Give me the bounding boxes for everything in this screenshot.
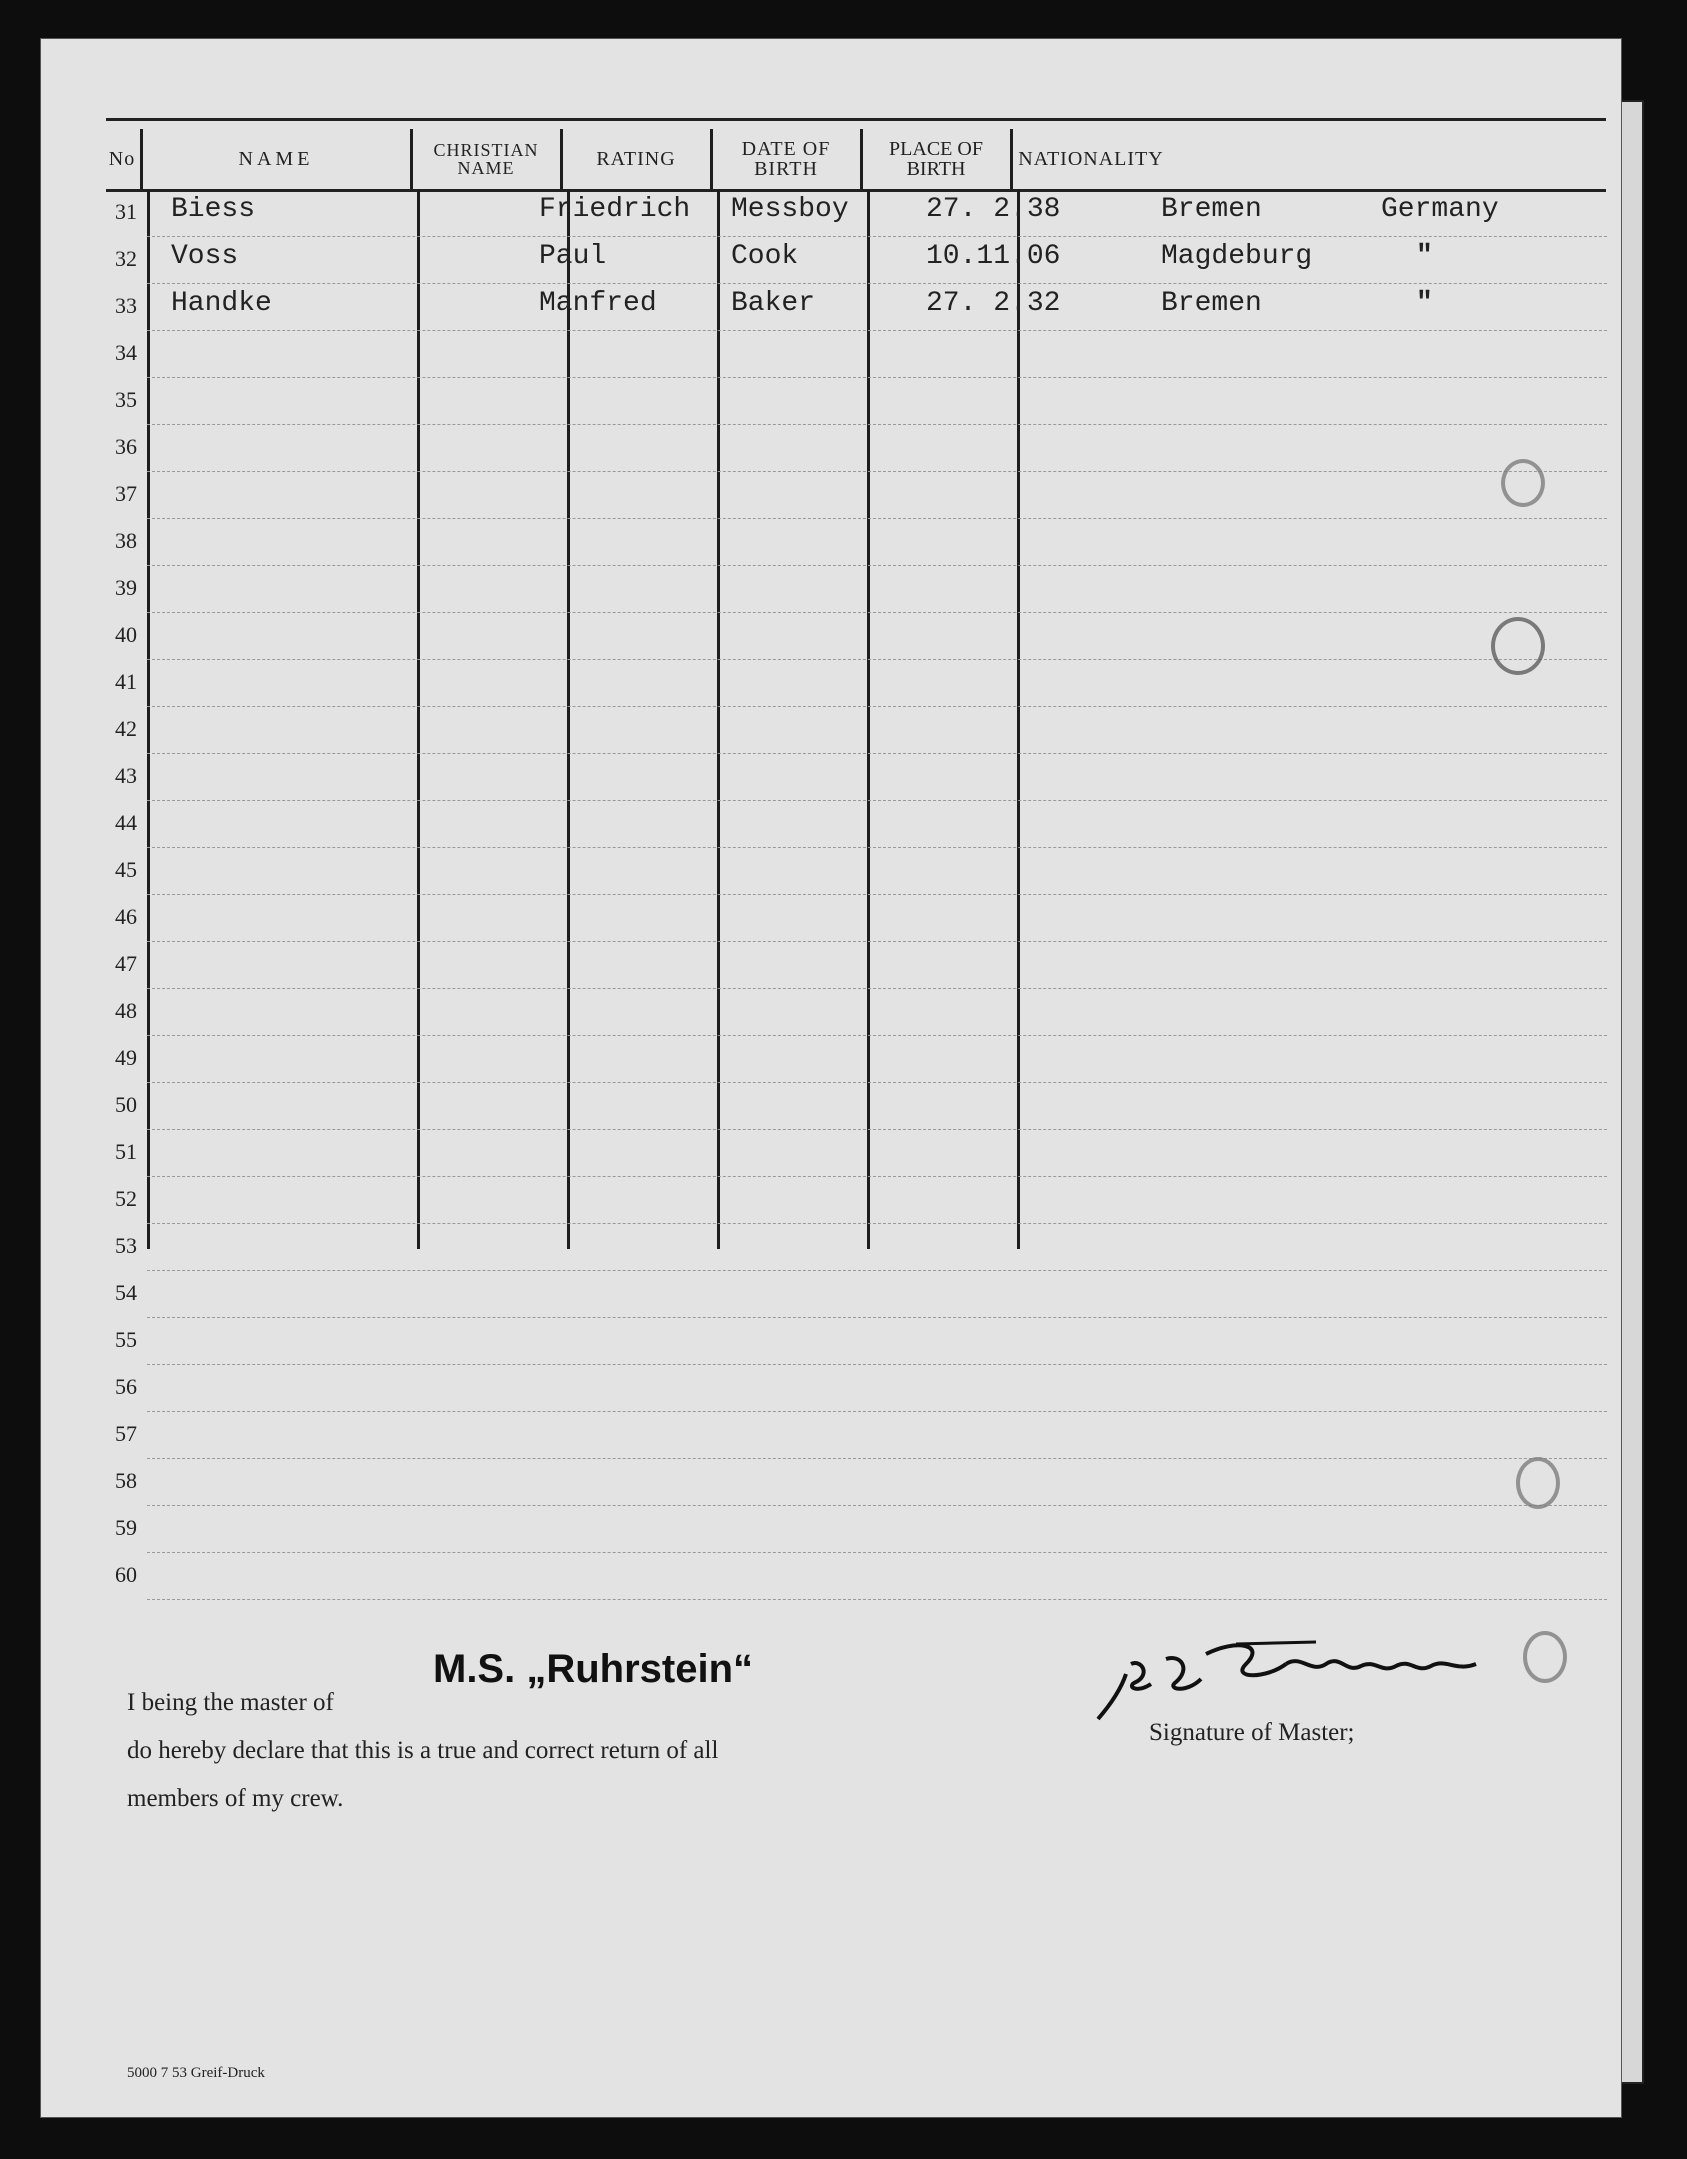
- header-divider: [1010, 129, 1013, 189]
- row-number: 40: [115, 622, 137, 647]
- row-rule: [147, 1223, 1607, 1224]
- header-date-of-birth: DATE OF BIRTH: [741, 138, 831, 180]
- row-rule: [147, 1599, 1607, 1600]
- row-rule: [147, 1317, 1607, 1318]
- crew-list-page: [40, 38, 1622, 2118]
- row-number: 54: [115, 1280, 137, 1305]
- row-number: 48: [115, 998, 137, 1023]
- row-rule: [147, 1411, 1607, 1412]
- stain-mark: [1491, 617, 1545, 675]
- row-rule: [147, 1364, 1607, 1365]
- header-divider: [410, 129, 413, 189]
- header-name: NAME: [238, 148, 314, 170]
- row-rule: [147, 330, 1607, 331]
- cell-nationality: ": [1416, 241, 1433, 272]
- header-christian-name-line2: NAME: [457, 158, 515, 178]
- row-number: 52: [115, 1186, 137, 1211]
- row-rule: [147, 753, 1607, 754]
- header-nationality: NATIONALITY: [1018, 148, 1164, 170]
- row-number: 38: [115, 528, 137, 553]
- row-number: 55: [115, 1327, 137, 1352]
- row-rule: [147, 471, 1607, 472]
- row-number: 37: [115, 481, 137, 506]
- stain-mark: [1523, 1631, 1567, 1683]
- row-number: 31: [115, 199, 137, 224]
- declaration-line-2: do hereby declare that this is a true and correct return of all: [127, 1737, 719, 1764]
- header-divider: [860, 129, 863, 189]
- row-number: 35: [115, 387, 137, 412]
- column-divider: [717, 189, 720, 1249]
- row-rule: [147, 612, 1607, 613]
- printer-mark: 5000 7 53 Greif-Druck: [127, 2065, 265, 2081]
- row-number: 39: [115, 575, 137, 600]
- declaration-line-3: members of my crew.: [127, 1785, 344, 1812]
- header-christian-name: [411, 129, 561, 189]
- cell-place-of-birth: Bremen: [1161, 288, 1262, 319]
- header-divider: [140, 129, 143, 189]
- column-divider: [867, 189, 870, 1249]
- top-rule: [106, 118, 1606, 121]
- cell-nationality: Germany: [1381, 194, 1499, 225]
- cell-name: Voss: [171, 241, 239, 272]
- row-number: 36: [115, 434, 137, 459]
- row-rule: [147, 1458, 1607, 1459]
- row-number: 53: [115, 1233, 137, 1258]
- header-rule: [106, 189, 1606, 192]
- row-rule: [147, 1176, 1607, 1177]
- row-rule: [147, 988, 1607, 989]
- row-number: 33: [115, 293, 137, 318]
- row-number: 45: [115, 857, 137, 882]
- row-number: 59: [115, 1515, 137, 1540]
- row-rule: [147, 236, 1607, 237]
- row-number: 47: [115, 951, 137, 976]
- column-divider: [567, 189, 570, 1249]
- row-number: 58: [115, 1468, 137, 1493]
- row-rule: [147, 283, 1607, 284]
- row-rule: [147, 1035, 1607, 1036]
- header-divider: [560, 129, 563, 189]
- column-divider: [147, 189, 150, 1249]
- signature-label: Signature of Master;: [1149, 1719, 1355, 1746]
- row-rule: [147, 1552, 1607, 1553]
- row-number: 49: [115, 1045, 137, 1070]
- cell-place-of-birth: Magdeburg: [1161, 241, 1313, 272]
- row-number: 32: [115, 246, 137, 271]
- row-rule: [147, 941, 1607, 942]
- master-signature: [1096, 1634, 1536, 1724]
- row-number: 60: [115, 1562, 137, 1587]
- cell-date-of-birth: 27. 2.38: [926, 194, 1061, 225]
- row-rule: [147, 518, 1607, 519]
- row-number: 56: [115, 1374, 137, 1399]
- header-divider: [710, 129, 713, 189]
- row-rule: [147, 1505, 1607, 1506]
- header-christian-name-line1: CHRISTIAN: [433, 140, 539, 160]
- header-place-of-birth: PLACE OF BIRTH: [889, 138, 983, 180]
- cell-date-of-birth: 10.11.06: [926, 241, 1061, 272]
- stain-mark: [1501, 459, 1545, 507]
- header-no: No: [108, 148, 136, 170]
- cell-date-of-birth: 27. 2.32: [926, 288, 1061, 319]
- row-rule: [147, 847, 1607, 848]
- header-rating: RATING: [596, 148, 676, 170]
- row-rule: [147, 1082, 1607, 1083]
- cell-name: Biess: [171, 194, 256, 225]
- row-rule: [147, 1129, 1607, 1130]
- row-rule: [147, 800, 1607, 801]
- row-number: 42: [115, 716, 137, 741]
- row-number: 46: [115, 904, 137, 929]
- row-rule: [147, 894, 1607, 895]
- row-number: 34: [115, 340, 137, 365]
- cell-christian-name: Paul: [539, 241, 607, 272]
- column-divider: [1017, 189, 1020, 1249]
- row-rule: [147, 1270, 1607, 1271]
- cell-rating: Baker: [731, 288, 816, 319]
- row-rule: [147, 377, 1607, 378]
- row-rule: [147, 565, 1607, 566]
- row-number: 44: [115, 810, 137, 835]
- stain-mark: [1516, 1457, 1560, 1509]
- cell-rating: Messboy: [731, 194, 849, 225]
- row-rule: [147, 659, 1607, 660]
- row-number: 41: [115, 669, 137, 694]
- row-number: 51: [115, 1139, 137, 1164]
- cell-nationality: ": [1416, 288, 1433, 319]
- ship-name-stamp: M.S. „Ruhrstein“: [433, 1647, 754, 1691]
- cell-christian-name: Manfred: [539, 288, 657, 319]
- declaration-line-1: I being the master of: [127, 1689, 334, 1716]
- row-rule: [147, 424, 1607, 425]
- row-number: 57: [115, 1421, 137, 1446]
- cell-rating: Cook: [731, 241, 799, 272]
- row-number: 50: [115, 1092, 137, 1117]
- cell-place-of-birth: Bremen: [1161, 194, 1262, 225]
- row-rule: [147, 706, 1607, 707]
- cell-christian-name: Friedrich: [539, 194, 691, 225]
- column-divider: [417, 189, 420, 1249]
- row-number: 43: [115, 763, 137, 788]
- cell-name: Handke: [171, 288, 272, 319]
